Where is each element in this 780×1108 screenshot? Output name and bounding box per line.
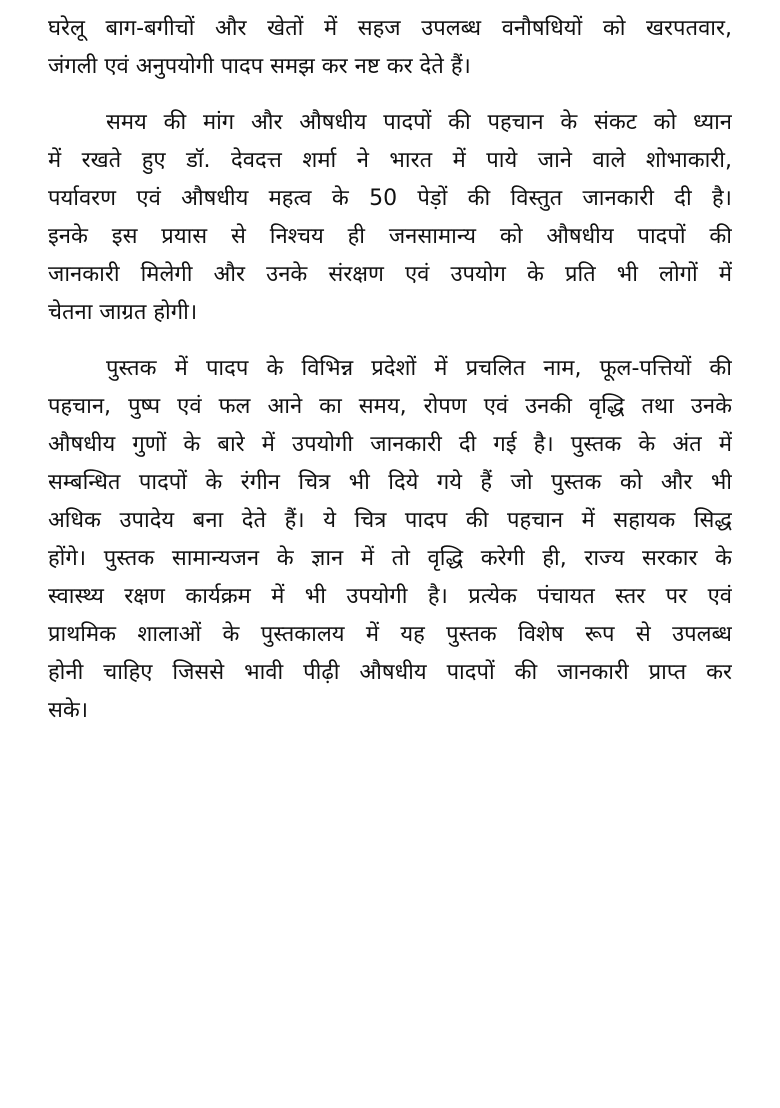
text-line: घरेलू बाग-बगीचों और खेतों में सहज उपलब्ध वनौषधियों को खरपतवार, [48,16,732,41]
text-line: प्राथमिक शालाओं के पुस्तकालय में यह पुस्तक विशेष रूप से उपलब्ध [48,622,732,647]
text-line: समय की मांग और औषधीय पादपों की पहचान के संकट को ध्यान [106,110,732,135]
text-line: होंगे। पुस्तक सामान्यजन के ज्ञान में तो वृद्धि करेगी ही, राज्य सरकार के [48,546,732,571]
paragraph-2 [48,104,732,332]
document-page [48,10,732,730]
text-line: इनके इस प्रयास से निश्चय ही जनसामान्य को औषधीय पादपों की [48,224,732,249]
text-line: पुस्तक में पादप के विभिन्न प्रदेशों में प्रचलित नाम, फूल-पत्तियों की [106,356,732,381]
text-line: सम्बन्धित पादपों के रंगीन चित्र भी दिये गये हैं जो पुस्तक को और भी [48,470,732,495]
text-line: पर्यावरण एवं औषधीय महत्व के 50 पेड़ों की विस्तुत जानकारी दी है। [48,186,732,211]
text-line: औषधीय गुणों के बारे में उपयोगी जानकारी दी गई है। पुस्तक के अंत में [48,432,732,457]
paragraph-1 [48,10,732,86]
text-line: स्वास्थ्य रक्षण कार्यक्रम में भी उपयोगी है। प्रत्येक पंचायत स्तर पर एवं [48,584,732,609]
text-line: में रखते हुए डॉ. देवदत्त शर्मा ने भारत में पाये जाने वाले शोभाकारी, [48,148,732,173]
paragraph-3 [48,350,732,730]
text-line: होनी चाहिए जिससे भावी पीढ़ी औषधीय पादपों की जानकारी प्राप्त कर [48,660,732,685]
text-line: सके। [48,698,89,723]
text-line: चेतना जाग्रत होगी। [48,300,198,325]
text-line: जानकारी मिलेगी और उनके संरक्षण एवं उपयोग के प्रति भी लोगों में [48,262,732,287]
text-line: पहचान, पुष्प एवं फल आने का समय, रोपण एवं उनकी वृद्धि तथा उनके [48,394,732,419]
text-line: जंगली एवं अनुपयोगी पादप समझ कर नष्ट कर देते हैं। [48,54,471,79]
text-line: अधिक उपादेय बना देते हैं। ये चित्र पादप की पहचान में सहायक सिद्ध [48,508,732,533]
